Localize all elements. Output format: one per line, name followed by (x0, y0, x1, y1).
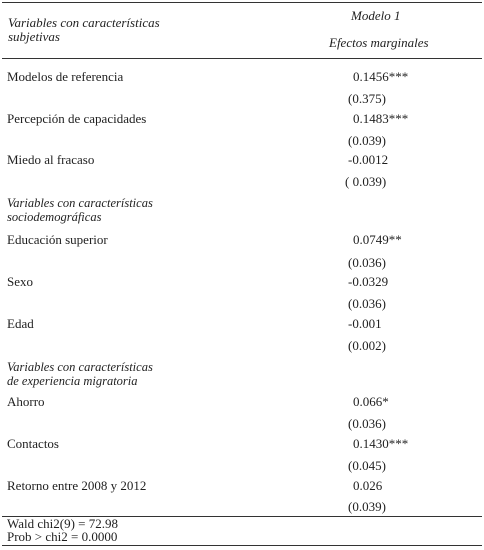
row-coef: 0.0749** (353, 232, 402, 247)
header-rule (2, 58, 482, 59)
header-title-line1: Variables con características (8, 15, 160, 30)
row-se: ( 0.039) (345, 174, 387, 189)
bottom-rule (2, 545, 482, 546)
section-migra-line2: de experiencia migratoria (7, 374, 138, 388)
row-coef: 0.026 (353, 478, 383, 493)
row-se: (0.036) (348, 416, 386, 431)
row-coef: 0.1456*** (353, 69, 409, 84)
row-label: Ahorro (7, 394, 45, 409)
section-migra-line1: Variables con características (7, 360, 153, 374)
top-rule (2, 2, 482, 3)
effects-subheader: Efectos marginales (329, 35, 429, 50)
row-coef: -0.001 (348, 316, 382, 331)
row-se: (0.039) (348, 499, 386, 514)
row-coef: 0.1430*** (353, 436, 409, 451)
section-sociodemo-line2: sociodemográficas (7, 210, 102, 224)
model-header: Modelo 1 (351, 8, 401, 23)
row-se: (0.375) (348, 91, 386, 106)
row-se: (0.002) (348, 338, 386, 353)
row-label: Miedo al fracaso (7, 152, 95, 167)
row-label: Retorno entre 2008 y 2012 (7, 478, 147, 493)
row-label: Edad (7, 316, 34, 331)
regression-table (2, 2, 482, 545)
row-se: (0.036) (348, 296, 386, 311)
row-coef: -0.0329 (348, 274, 389, 289)
prob-statistic: Prob > chi2 = 0.0000 (7, 529, 118, 544)
row-label: Percepción de capacidades (7, 111, 147, 126)
row-label: Contactos (7, 436, 59, 451)
row-label: Sexo (7, 274, 33, 289)
row-se: (0.039) (348, 133, 386, 148)
row-label: Modelos de referencia (7, 69, 124, 84)
wald-statistic: Wald chi2(9) = 72.98 (7, 516, 118, 531)
row-coef: -0.0012 (348, 152, 389, 167)
header-title-line2: subjetivas (8, 29, 60, 44)
row-label: Educación superior (7, 232, 108, 247)
row-coef: 0.066* (353, 394, 389, 409)
row-se: (0.045) (348, 458, 386, 473)
row-se: (0.036) (348, 255, 386, 270)
row-coef: 0.1483*** (353, 111, 409, 126)
section-sociodemo-line1: Variables con características (7, 196, 153, 210)
